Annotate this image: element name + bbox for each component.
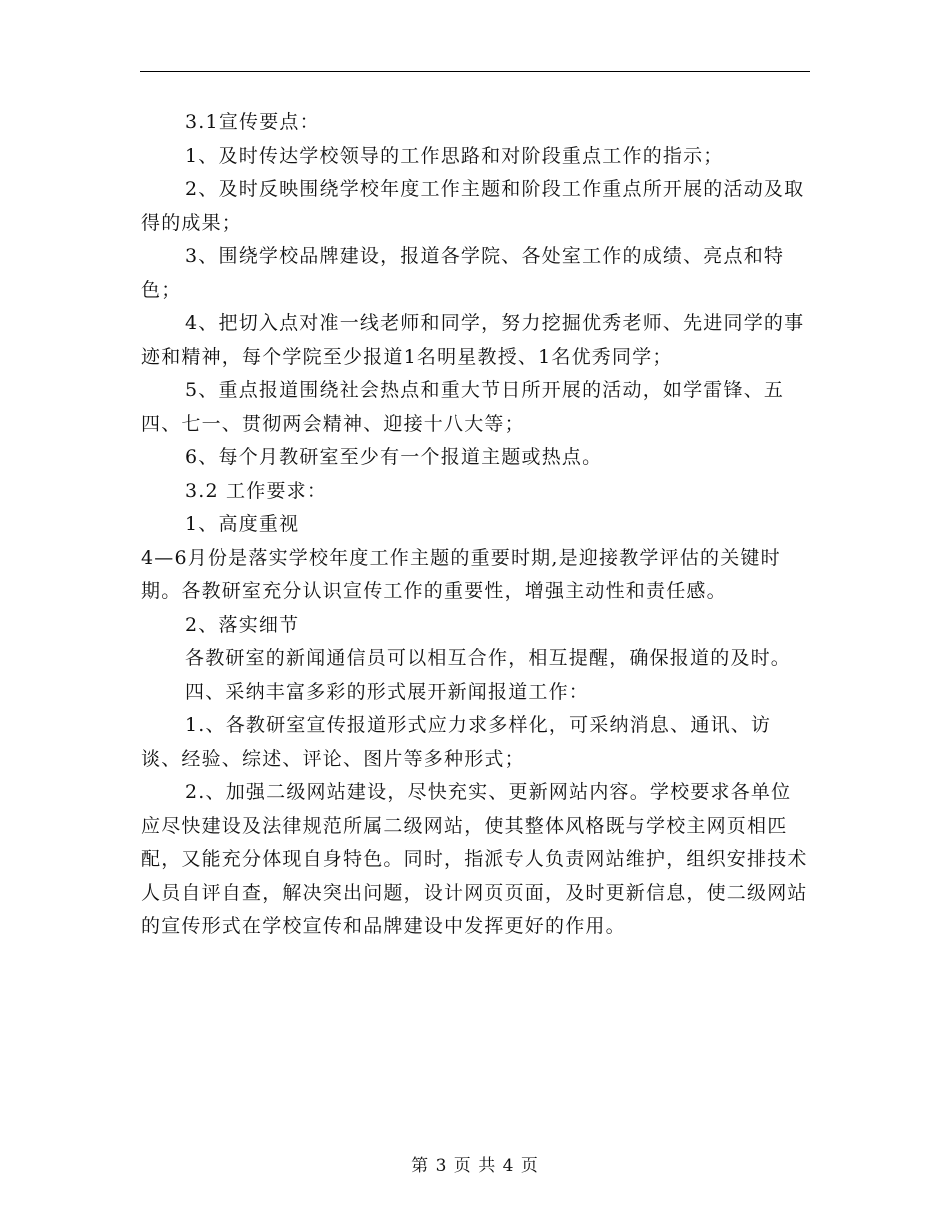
subheading-high-attention: 1、高度重视 — [185, 513, 300, 535]
paragraph-website-2: 2.、加强二级网站建设，尽快充实、更新网站内容。学校要求各单位应尽快建设及法律规范所属二级网站，使其整体风格既与学校主网页相匹配，又能充分体现自身特色。同时，指派专人负责网站维护，组织安排技术人员自评自查，解决突出问题，设计网页页面，及时更新信息，使二级网站的宣传形式在学校宣传和品牌建设中发挥更好的作用。 — [141, 781, 808, 937]
subheading-implement-details: 2、落实细节 — [185, 613, 300, 636]
paragraph-point-5: 5、重点报道围绕社会热点和重大节日所开展的活动，如学雷锋、五四、七一、贯彻两会精神、迎接十八大等； — [141, 379, 785, 435]
document-body — [141, 106, 809, 944]
section-heading-work-requirements: 3.2 工作要求： — [185, 479, 328, 502]
paragraph-implement-details: 各教研室的新闻通信员可以相互合作，相互提醒，确保报道的及时。 — [185, 647, 792, 669]
header-rule — [140, 71, 810, 72]
section-heading-publicity-points: 3.1宣传要点： — [185, 111, 320, 133]
paragraph-high-attention: 4—6月份是落实学校年度工作主题的重要时期,是迎接教学评估的关键时期。各教研室充分认识宣传工作的重要性，增强主动性和责任感。 — [141, 546, 781, 602]
paragraph-forms-1: 1.、各教研室宣传报道形式应力求多样化，可采纳消息、通讯、访谈、经验、综述、评论、图片等多种形式； — [141, 714, 772, 770]
paragraph-point-2: 2、及时反映围绕学校年度工作主题和阶段工作重点所开展的活动及取得的成果； — [141, 178, 805, 234]
paragraph-point-4: 4、把切入点对准一线老师和同学，努力挖掘优秀老师、先进同学的事迹和精神，每个学院至少报道1名明星教授、1名优秀同学； — [141, 312, 805, 368]
page-number-footer: 第 3 页 共 4 页 — [411, 1156, 539, 1176]
paragraph-point-1: 1、及时传达学校领导的工作思路和对阶段重点工作的指示； — [185, 144, 724, 167]
paragraph-point-6: 6、每个月教研室至少有一个报道主题或热点。 — [185, 446, 603, 468]
section-heading-four: 四、采纳丰富多彩的形式展开新闻报道工作： — [185, 680, 590, 703]
paragraph-point-3: 3、围绕学校品牌建设，报道各学院、各处室工作的成绩、亮点和特色； — [141, 245, 785, 301]
